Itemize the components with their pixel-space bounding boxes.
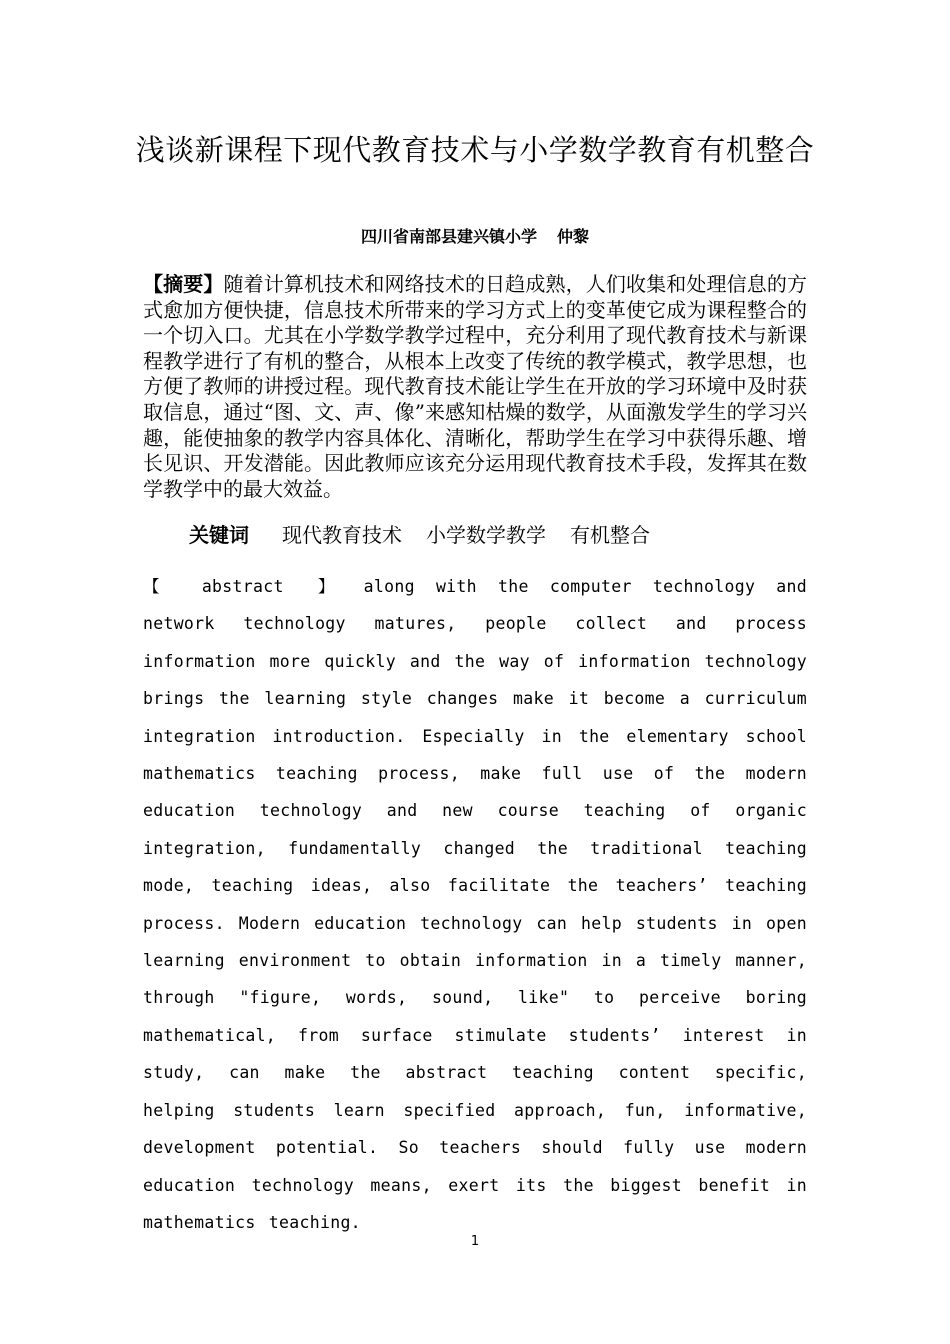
keyword-item: 小学数学教学 [426, 523, 546, 547]
keywords-label: 关键词 [189, 523, 249, 547]
author-name: 仲黎 [557, 227, 590, 246]
abstract-english [143, 568, 807, 1241]
page-number: 1 [470, 1234, 480, 1249]
abstract-text: 随着计算机技术和网络技术的日趋成熟，人们收集和处理信息的方式愈加方便快捷，信息技术所带来的学习方式上的变革使它成为课程整合的一个切入口。尤其在小学数学教学过程中，充分利用了现代教育技术与新课程教学进行了有机的整合，从根本上改变了传统的教学模式，教学思想，也方便了教师的讲授过程。现代教育技术能让学生在开放的学习环境中及时获取信息，通过“图、文、声、像”来感知枯燥的数学，从面激发学生的学习兴趣，能使抽象的教学内容具体化、清晰化，帮助学生在学习中获得乐趣、增长见识、开发潜能。因此教师应该充分运用现代教育技术手段，发挥其在数学教学中的最大效益。 [143, 272, 807, 501]
keywords-line [189, 520, 674, 550]
keyword-item: 现代教育技术 [282, 523, 402, 547]
keyword-item: 有机整合 [570, 523, 650, 547]
abstract-en-text: along with the computer technology and network technology matures, people collect and process information more quickly and the way of information technology brings the learning style changes make it become a curriculum integration introduction. Especially in the elementary school mathematics teaching process, make full use of the modern education technology and new course teaching of organic integration, fundamentally changed the traditional teaching mode, teaching ideas, also facilitate the teachers’ teaching process. Modern education technology can help students in open learning environment to obtain information in a timely manner, through "figure, words, sound, like" to perceive boring mathematical, from surface stimulate students’ interest in study, can make the abstract teaching content specific, helping students learn specified approach, fun, informative, development potential. So teachers should fully use modern education technology means, exert its the biggest benefit in mathematics teaching. [143, 577, 808, 1232]
abstract-en-label: 【 abstract 】 [143, 577, 343, 596]
paper-title: 浅谈新课程下现代教育技术与小学数学教育有机整合 [135, 133, 815, 167]
author-affiliation: 四川省南部县建兴镇小学 [360, 227, 537, 246]
abstract-chinese [143, 272, 807, 502]
abstract-label: 【摘要】 [143, 272, 224, 296]
author-line [0, 226, 950, 248]
